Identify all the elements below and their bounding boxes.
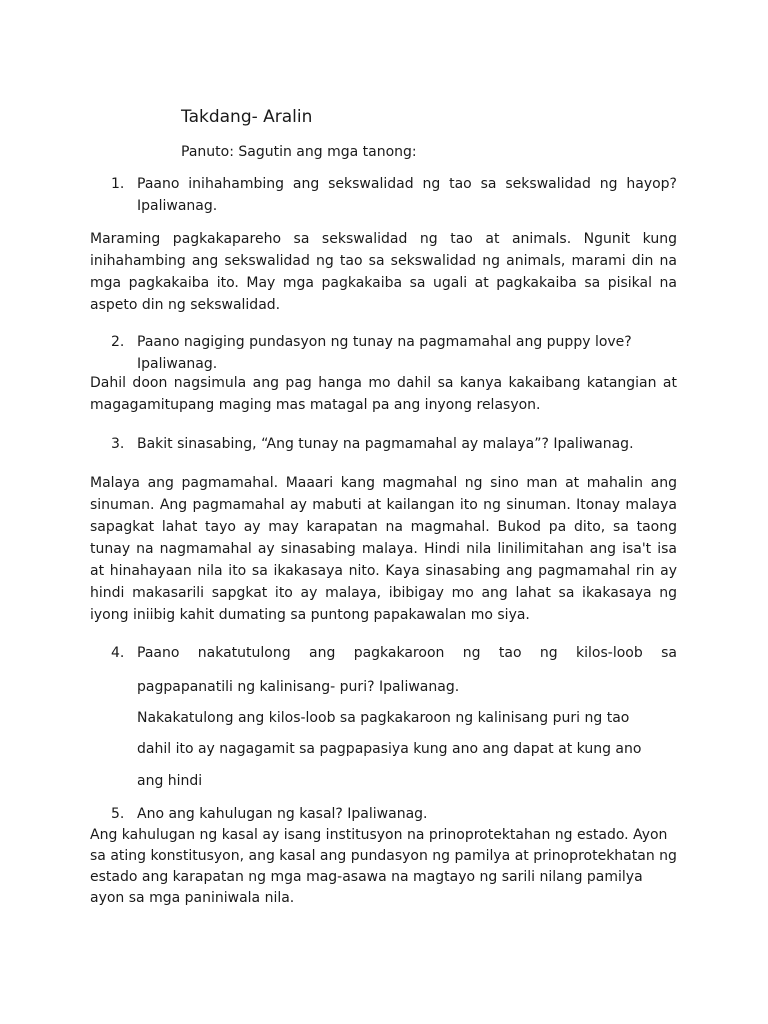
- question-number: 2.: [111, 334, 125, 350]
- answer-4-line-2: dahil ito ay nagagamit sa pagpapasiya kung ano ang dapat at kung ano: [137, 741, 642, 757]
- question-4-line-2: pagpapanatili ng kalinisang- puri? Ipaliwanag.: [137, 679, 460, 695]
- question-number: 1.: [111, 176, 125, 192]
- question-text: Paano nagiging pundasyon ng tunay na pagmamahal ang puppy love? Ipaliwanag.: [137, 334, 632, 372]
- answer-4-line-1: Nakakatulong ang kilos-loob sa pagkakaroon ng kalinisang puri ng tao: [137, 710, 630, 726]
- question-text: Paano inihahambing ang sekswalidad ng tao sa sekswalidad ng hayop? Ipaliwanag.: [137, 176, 677, 214]
- question-number: 3.: [111, 436, 125, 452]
- answer-4-line-3: ang hindi: [137, 773, 203, 789]
- question-text: Paano nakatutulong ang pagkakaroon ng tao ng kilos-loob sa: [137, 645, 677, 661]
- question-5: [111, 803, 677, 825]
- question-2: [111, 331, 677, 375]
- answer-1: Maraming pagkakapareho sa sekswalidad ng tao at animals. Ngunit kung inihahambing ang sekswalidad ng tao sa sekswalidad ng animals, marami din na mga pagkakaiba ito. May mga pagkakaiba sa ugali at pagkakaiba sa pisikal na aspeto din ng sekswalidad.: [90, 231, 677, 313]
- instruction-text: Panuto: Sagutin ang mga tanong:: [181, 144, 417, 160]
- answer-3: Malaya ang pagmamahal. Maaari kang magmahal ng sino man at mahalin ang sinuman. Ang pagmamahal ay mabuti at kailangan ito ng sinuman. Itonay malaya sapagkat lahat tayo ay may karapatan na magmahal. Bukod pa dito, sa taong tunay na nagmamahal ay sinasabing malaya. Hindi nila linilimitahan ang isa't isa at hinahayaan nila ito sa ikakasaya nito. Kaya sinasabing ang pagmamahal rin ay hindi makasarili sapgkat ito ay malaya, ibibigay mo ang lahat sa ikakasaya ng iyong iniibig kahit dumating sa puntong papakawalan mo siya.: [90, 475, 677, 623]
- question-text: Bakit sinasabing, “Ang tunay na pagmamahal ay malaya”? Ipaliwanag.: [137, 436, 634, 452]
- answer-5: Ang kahulugan ng kasal ay isang institusyon na prinoprotektahan ng estado. Ayon sa ating konstitusyon, ang kasal ang pundasyon ng pamilya at prinoprotekhatan ng estado ang karapatan ng mga mag-asawa na magtayo ng sarili nilang pamilya ayon sa mga paniniwala nila.: [90, 827, 677, 906]
- question-number: 5.: [111, 806, 125, 822]
- question-number: 4.: [111, 645, 125, 661]
- question-4-line-1: [111, 643, 677, 663]
- answer-2: Dahil doon nagsimula ang pag hanga mo dahil sa kanya kakaibang katangian at magagamitupang maging mas matagal pa ang inyong relasyon.: [90, 375, 677, 413]
- question-3: [111, 433, 677, 455]
- question-text: Ano ang kahulugan ng kasal? Ipaliwanag.: [137, 806, 428, 822]
- question-1: [111, 173, 677, 217]
- document-title: Takdang- Aralin: [181, 107, 313, 127]
